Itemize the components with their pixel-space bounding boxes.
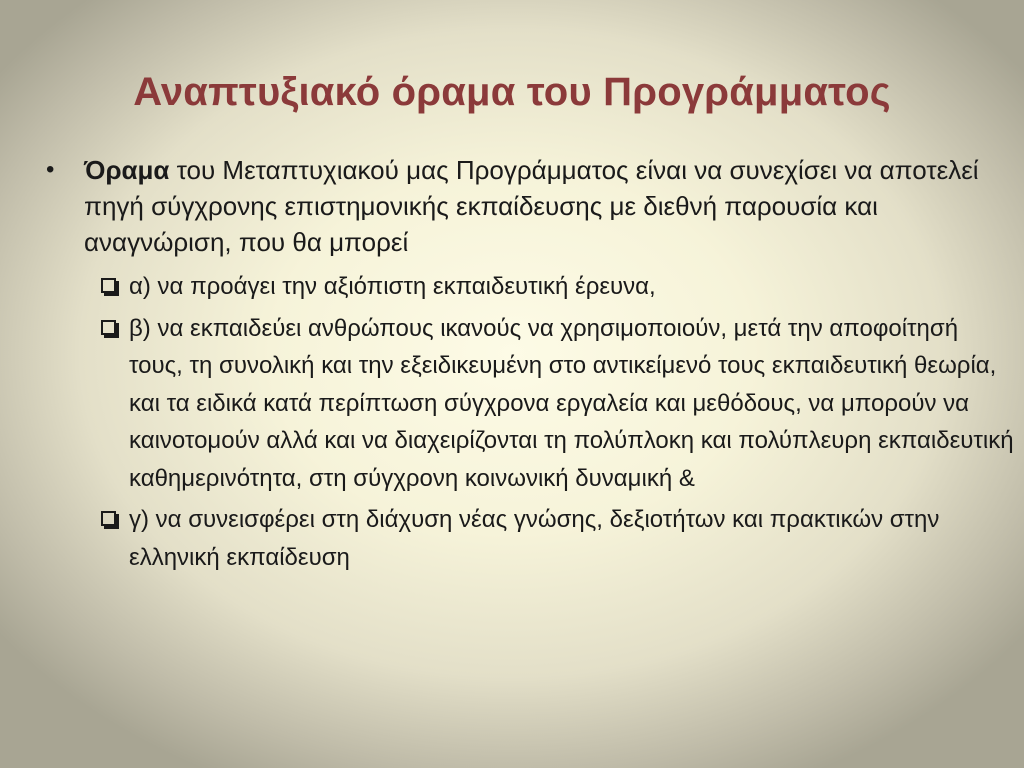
bullet-bold-text: Όραμα	[84, 155, 170, 185]
bullet-dot-icon: •	[46, 156, 55, 183]
checkbox-icon	[101, 511, 116, 526]
sub-item-c	[40, 501, 1015, 576]
checkbox-icon	[101, 320, 116, 335]
checkbox-icon	[101, 278, 116, 293]
main-bullet	[40, 152, 1015, 260]
slide-title: Αναπτυξιακό όραμα του Προγράμματος	[133, 70, 891, 114]
slide-content	[40, 152, 1015, 576]
sub-item-text: β) να εκπαιδεύει ανθρώπους ικανούς να χρησιμοποιούν, μετά την αποφοίτησή τους, τη συνολική και την εξειδικευμένη στο αντικείμενό τους εκπαιδευτική θεωρία, και τα ειδικά κατά περίπτωση σύγχρονα εργαλεία και μεθόδους, να μπορούν να καινοτομούν αλλά και να διαχειρίζονται τη πολύπλοκη και πολύπλευρη εκπαιδευτική καθημερινότητα, στη σύγχρονη κοινωνική δυναμική &	[129, 314, 1014, 492]
sub-item-text: α) να προάγει την αξιόπιστη εκπαιδευτική έρευνα,	[129, 273, 656, 300]
sub-item-text: γ) να συνεισφέρει στη διάχυση νέας γνώσης, δεξιοτήτων και πρακτικών στην ελληνική εκπαίδευση	[129, 506, 940, 571]
bullet-text: του Μεταπτυχιακού μας Προγράμματος είναι να συνεχίσει να αποτελεί πηγή σύγχρονης επιστημονικής εκπαίδευσης με διεθνή παρουσία και αναγνώριση, που θα μπορεί	[84, 155, 979, 257]
sub-item-b	[40, 310, 1015, 498]
sub-item-a	[40, 268, 1015, 306]
